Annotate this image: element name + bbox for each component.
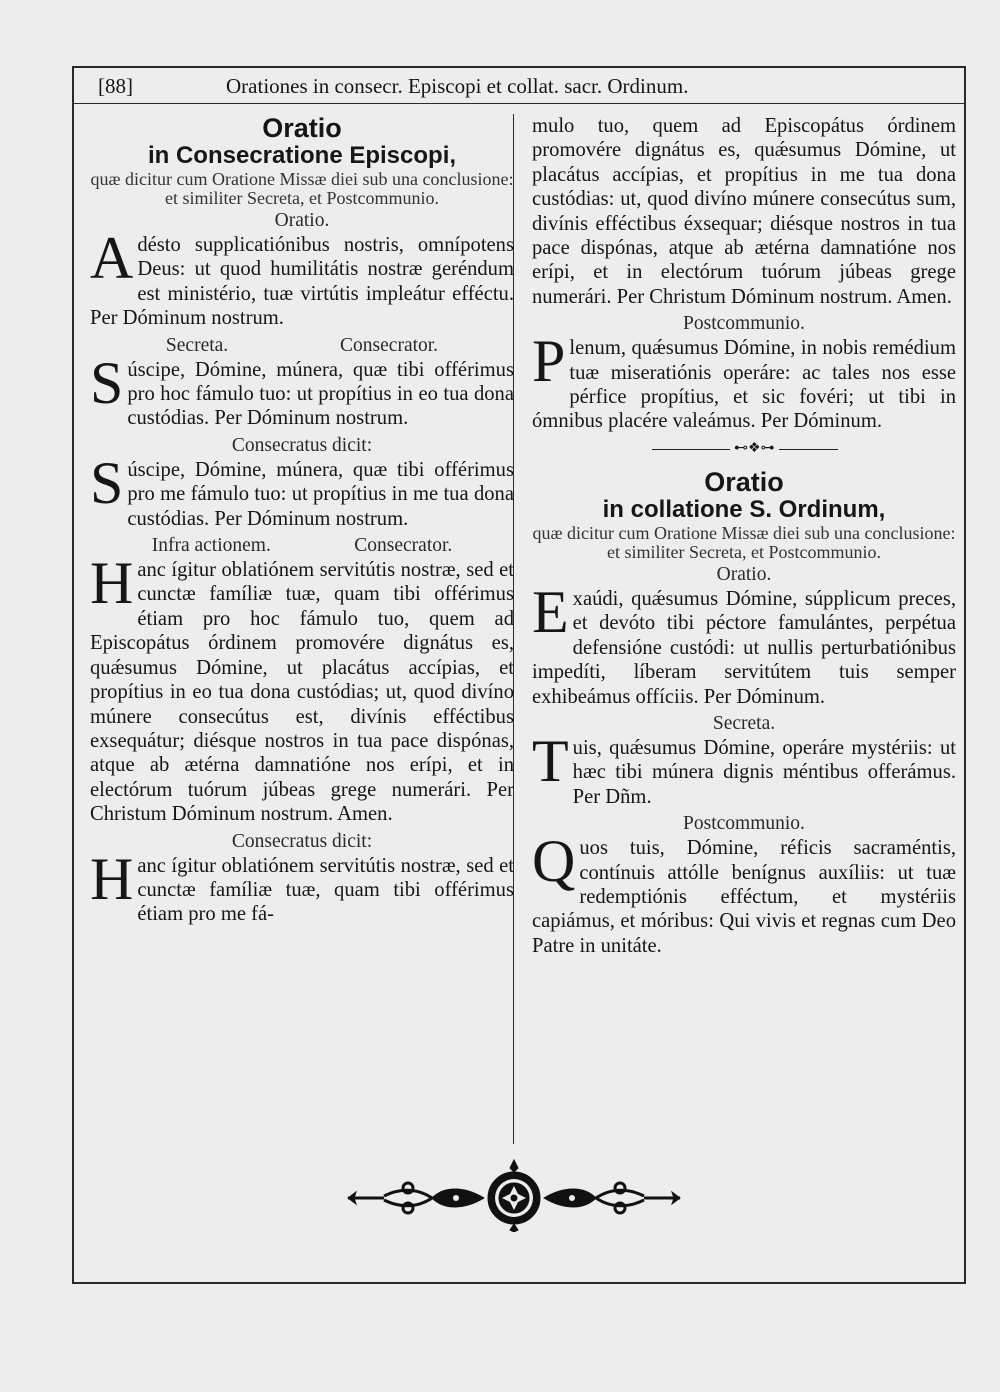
- oratio-label: Oratio.: [716, 563, 772, 585]
- section-title-ordinum: Oratio: [704, 466, 784, 497]
- drop-cap: S: [90, 449, 124, 516]
- continuation-paragraph: mulo tuo, quem ad Episcopátus órdinem promovére dignátus es, quǽsumus Dómine, ut placátus accípias, et propítius in me tua dona custódias: ut, quod divíno múnere consecútus sum, divínis efféctibus éxsequar; diésque nostros in tua pace dispónas, atque ab ætérna damnatióne nos erípi, et in electórum tuórum júbeas grege numerári. Per Christum Dóminum nostrum. Amen.: [532, 115, 956, 308]
- postcommunio-label: Postcommunio.: [683, 313, 805, 335]
- drop-cap: S: [90, 349, 124, 416]
- quos-paragraph: [532, 828, 956, 958]
- drop-cap: P: [532, 328, 566, 395]
- section-title-episcopi: Oratio: [262, 113, 342, 143]
- paragraph-text: uis, quǽsumus Dómine, operáre mystériis: ut hæc tibi múnera dignis méntibus offerámus. Per Dñm.: [572, 736, 956, 808]
- paragraph-text: úscipe, Dómine, múnera, quæ tibi offérimus pro me fámulo tuo: ut propítius in me tua dona custódias. Per Dóminum nostrum.: [127, 458, 514, 530]
- rule-ornament-icon: ⊷❖⊶: [730, 440, 779, 458]
- paragraph-text: anc ígitur oblatiónem servitútis nostræ, sed et cunctæ famíliæ tuæ, quam tibi offérimus étiam pro hoc fámulo tuo, quem ad Episcopátus órdinem promovére dignátus es, quǽsumus Dómine, ut placátus accípias, et propítius in eo tua dona custódias; ut, quod divíno múnere consecútus est, divínis efféctibus exsequátur; diésque nostros in tua pace dispónas, atque ab ætérna damnatióne nos erípi, et in electórum tuórum júbeas grege numerári. Per Christum Dóminum nostrum. Amen.: [90, 559, 514, 826]
- consecrator-label: Consecrator.: [340, 334, 439, 356]
- paragraph-text: úscipe, Dómine, múnera, quæ tibi offérimus pro hoc fámulo tuo: ut propítius in eo tua dona custódias. Per Dóminum nostrum.: [127, 358, 514, 430]
- drop-cap: E: [532, 578, 569, 645]
- consecratus-label: Consecratus dicit:: [231, 434, 373, 456]
- drop-cap: T: [532, 727, 569, 794]
- infra-actionem-label: Infra actionem.: [151, 535, 271, 557]
- oratio-paragraph: [90, 225, 514, 331]
- rubric-note: quæ dicitur cum Oratione Missæ diei sub una conclusione: et similiter Secreta, et Postcommunio.: [90, 169, 514, 208]
- tailpiece-ornament-icon: [344, 1156, 684, 1232]
- right-column: [532, 114, 956, 960]
- drop-cap: H: [90, 550, 134, 617]
- oratio-label: Oratio.: [274, 210, 330, 231]
- consecratus-label: Consecratus dicit:: [231, 830, 373, 852]
- paragraph-text: lenum, quǽsumus Dómine, in nobis remédium tuæ miseratiónis operáre: ac tales nos esse pérfice propítius, et sic fovéri; ut tibi in ómnibus placére valeámus. Per Dóminum.: [532, 337, 956, 433]
- postcommunio-label: Postcommunio.: [683, 813, 805, 835]
- page-number: [88]: [98, 74, 133, 98]
- section-rule: [532, 440, 956, 460]
- rubric-note: quæ dicitur cum Oratione Missæ diei sub una conclusione: et similiter Secreta, et Postcommunio.: [532, 522, 956, 562]
- infra-actionem-heading: [90, 533, 514, 558]
- secreta-heading: [90, 333, 514, 358]
- drop-cap: H: [90, 845, 134, 912]
- exaudi-paragraph: [532, 578, 956, 709]
- drop-cap: Q: [532, 828, 576, 895]
- hanc-igitur-consecratus-paragraph: [90, 845, 514, 927]
- running-header: [74, 68, 964, 104]
- paragraph-text: uos tuis, Dómine, réficis sacraméntis, contínuis attólle benígnus auxíliis: ut tuæ redemptiónis efféctum, et mystériis capiámus, et móribus: Qui vivis et regnas cum Deo Patre in unitáte.: [532, 837, 956, 957]
- plenum-paragraph: [532, 328, 956, 434]
- left-column: [90, 114, 514, 929]
- section-subtitle-ordinum: in collatione S. Ordinum,: [602, 495, 886, 523]
- tuis-paragraph: [532, 727, 956, 809]
- paragraph-text: xaúdi, quǽsumus Dómine, súpplicum preces, et devóto tibi péctore famulántes, perpétua defensióne custódi: ut nullis perturbatiónibus impedíti, líberam servitútem tuis semper exhibeámus offíciis. Per Dóminum.: [532, 587, 956, 708]
- drop-cap: A: [90, 225, 134, 291]
- section-subtitle-episcopi: in Consecratione Episcopi,: [147, 142, 457, 169]
- running-title: Orationes in consecr. Episcopi et collat. sacr. Ordinum.: [226, 74, 689, 98]
- secreta-consecratus-paragraph: [90, 449, 514, 531]
- paragraph-text: anc ígitur oblatiónem servitútis nostræ, sed et cunctæ famíliæ tuæ, quam tibi offérimus étiam pro me fá-: [137, 854, 514, 926]
- secreta-label: Secreta.: [165, 334, 229, 356]
- secreta-label: Secreta.: [712, 712, 776, 734]
- paragraph-text: désto supplicatiónibus nostris, omnípotens Deus: ut quod humilitátis nostræ geréndum est ministério, tuæ virtútis impleátur efféctu. Per Dóminum nostrum.: [90, 234, 514, 330]
- page-frame: [72, 66, 966, 1284]
- hanc-igitur-consecrator-paragraph: [90, 550, 514, 826]
- consecrator-label: Consecrator.: [354, 535, 453, 557]
- secreta-consecrator-paragraph: [90, 349, 514, 431]
